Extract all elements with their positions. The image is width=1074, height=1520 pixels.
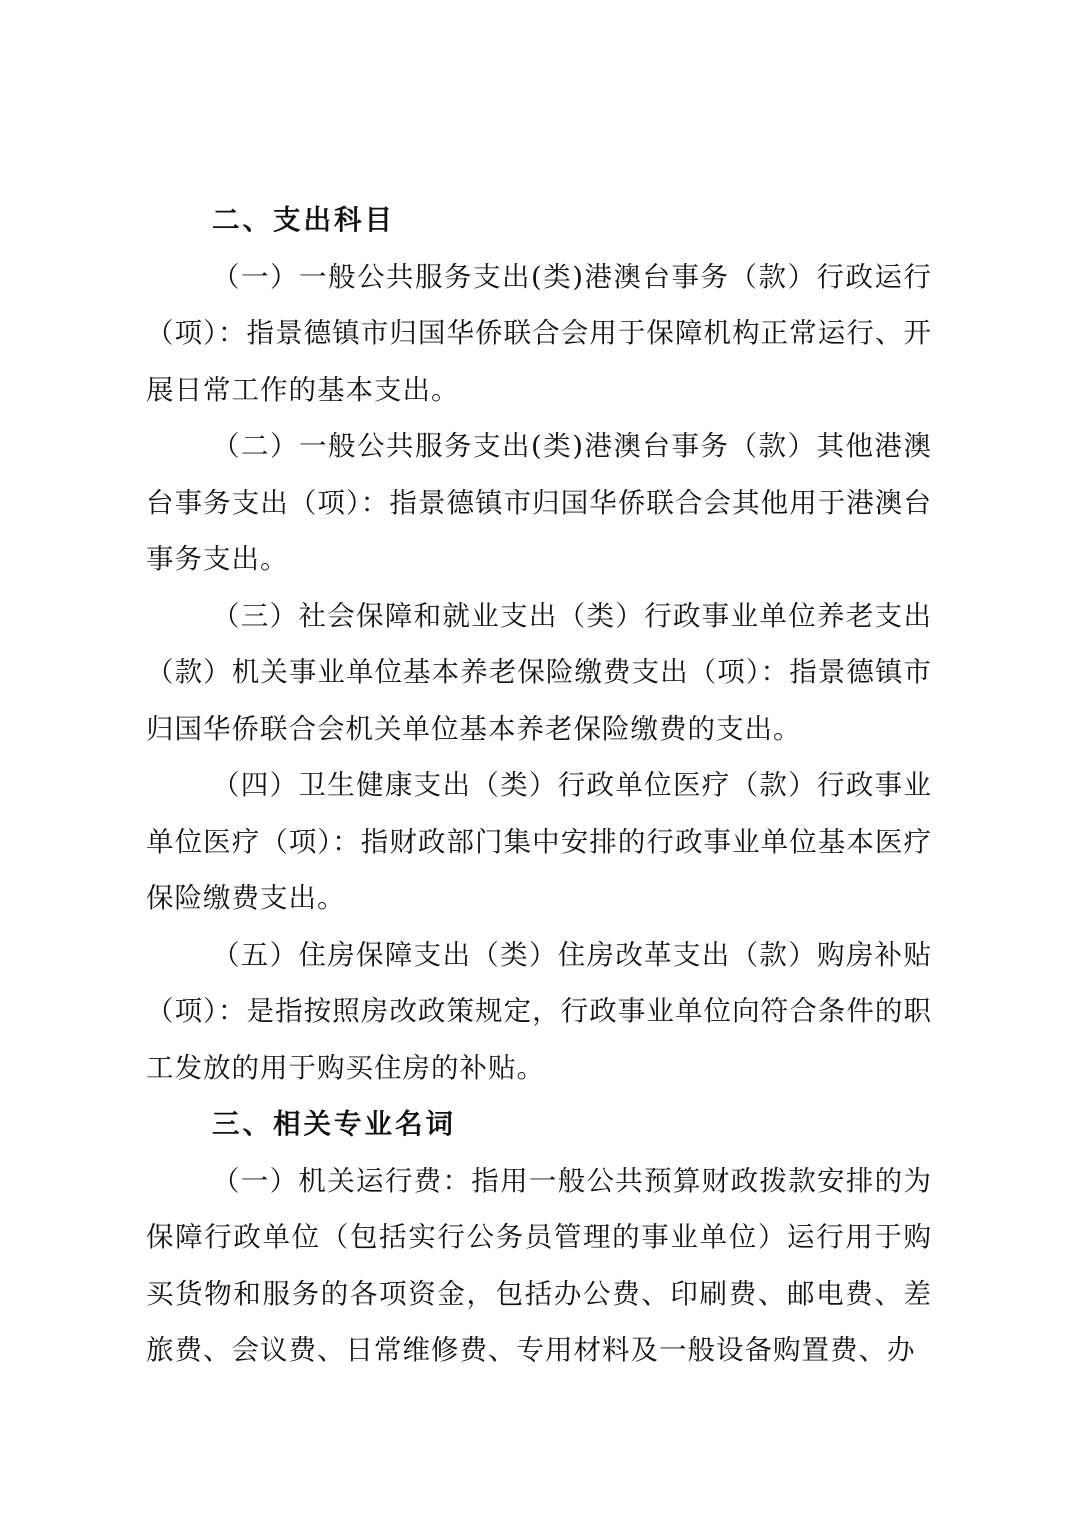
document-body: [146, 192, 932, 1379]
paragraph-item-2: （二）一般公共服务支出(类)港澳台事务（款）其他港澳台事务支出（项）：指景德镇市归国华侨联合会其他用于港澳台事务支出。: [146, 430, 932, 575]
section-heading-expenditure-subjects: 二、支出科目: [212, 204, 395, 236]
paragraph-term-1: （一）机关运行费：指用一般公共预算财政拨款安排的为保障行政单位（包括实行公务员管理的事业单位）运行用于购买货物和服务的各项资金，包括办公费、印刷费、邮电费、差旅费、会议费、日常维修费、专用材料及一般设备购置费、办: [146, 1164, 932, 1366]
paragraph-item-3: （三）社会保障和就业支出（类）行政事业单位养老支出（款）机关事业单位基本养老保险缴费支出（项）：指景德镇市归国华侨联合会机关单位基本养老保险缴费的支出。: [146, 599, 932, 745]
paragraph-item-1: （一）一般公共服务支出(类)港澳台事务（款）行政运行（项）：指景德镇市归国华侨联合会用于保障机构正常运行、开展日常工作的基本支出。: [146, 260, 932, 406]
paragraph-item-4: （四）卫生健康支出（类）行政单位医疗（款）行政事业单位医疗（项）：指财政部门集中安排的行政事业单位基本医疗保险缴费支出。: [146, 769, 932, 914]
paragraph-item-5: （五）住房保障支出（类）住房改革支出（款）购房补贴（项）：是指按照房改政策规定，行政事业单位向符合条件的职工发放的用于购买住房的补贴。: [146, 938, 932, 1084]
section-heading-related-terms: 三、相关专业名词: [212, 1108, 456, 1140]
